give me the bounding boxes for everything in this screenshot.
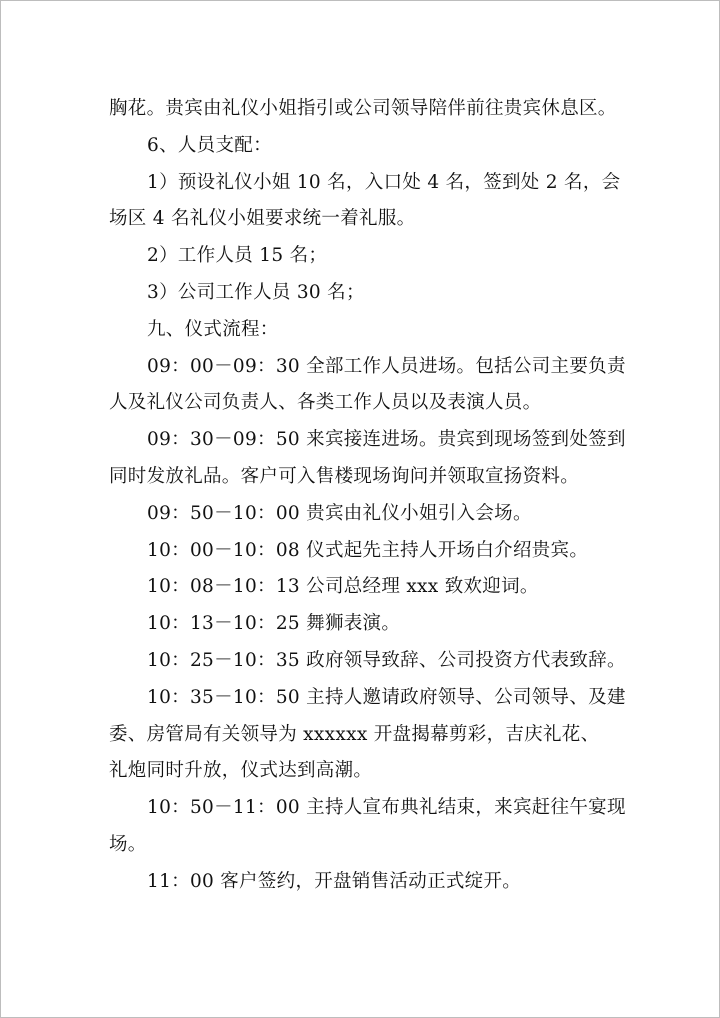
text-line: 10：25－10：35 政府领导致辞、公司投资方代表致辞。 (147, 649, 626, 671)
text-line: 胸花。贵宾由礼仪小姐指引或公司领导陪伴前往贵宾休息区。 (109, 98, 617, 119)
text-line: 10：13－10：25 舞狮表演。 (147, 613, 401, 635)
text-line: 09：00－09：30 全部工作人员进场。包括公司主要负责 (147, 355, 626, 377)
text-line: 09：50－10：00 贵宾由礼仪小姐引入会场。 (147, 502, 532, 524)
text-line: 同时发放礼品。客户可入售楼现场询问并领取宣扬资料。 (109, 465, 580, 487)
text-line: 人及礼仪公司负责人、各类工作人员以及表演人员。 (109, 392, 542, 414)
text-line: 礼炮同时升放，仪式达到高潮。 (109, 760, 373, 782)
text-line: 1）预设礼仪小姐 10 名，入口处 4 名，签到处 2 名，会 (147, 171, 621, 193)
text-line: 10：00－10：08 仪式起先主持人开场白介绍贵宾。 (147, 539, 589, 561)
text-line: 3）公司工作人员 30 名； (147, 281, 365, 303)
text-line: 场。 (109, 833, 147, 855)
text-line: 09：30－09：50 来宾接连进场。贵宾到现场签到处签到 (147, 429, 626, 451)
text-line: 6、人员支配： (147, 134, 272, 156)
text-line: 委、房管局有关领导为 xxxxxx 开盘揭幕剪彩，吉庆礼花、 (109, 723, 600, 745)
text-line: 11：00 客户签约，开盘销售活动正式绽开。 (147, 870, 522, 892)
text-line: 10：35－10：50 主持人邀请政府领导、公司领导、及建 (147, 686, 626, 708)
text-line: 10：50－11：00 主持人宣布典礼结束，来宾赶往午宴现 (147, 797, 626, 819)
text-line: 场区 4 名礼仪小姐要求统一着礼服。 (109, 208, 416, 230)
section-heading: 九、仪式流程： (147, 318, 279, 340)
text-line: 10：08－10：13 公司总经理 xxx 致欢迎词。 (147, 576, 539, 598)
document-body (109, 91, 626, 901)
text-line: 2）工作人员 15 名； (147, 245, 328, 267)
